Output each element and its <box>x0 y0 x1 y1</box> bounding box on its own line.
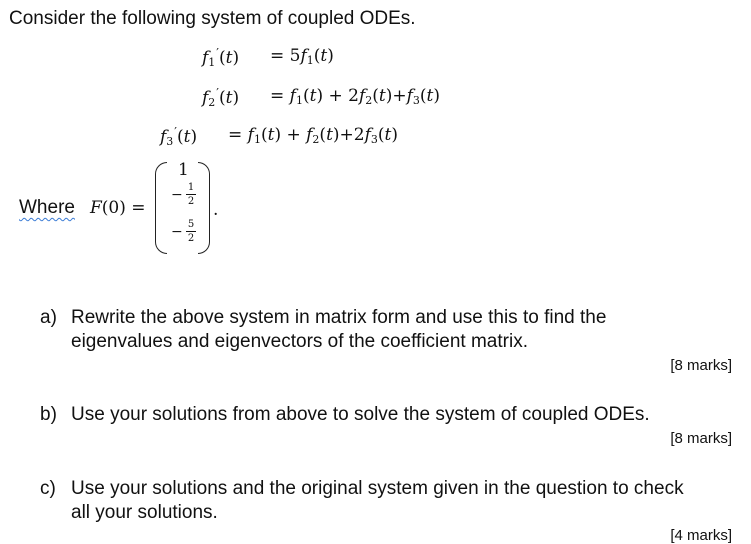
question-a-line-1 <box>40 307 606 329</box>
vector-entry-1: 1 <box>178 160 189 180</box>
question-c-line-1 <box>40 478 684 500</box>
vector-entry-2-fraction <box>186 182 196 207</box>
question-a-label: a) <box>40 307 57 328</box>
question-c-line-2: all your solutions. <box>71 502 218 523</box>
equation-1-lhs: $f_1'(t)$ <box>202 46 240 69</box>
left-paren <box>155 162 167 254</box>
vector-entry-2-denominator: 2 <box>187 196 195 207</box>
initial-vector <box>155 160 217 256</box>
intro-text: Consider the following system of coupled ODEs. <box>9 8 416 29</box>
question-a-marks: [8 marks] <box>670 357 732 374</box>
initial-condition-lhs: F(0) = <box>90 198 146 218</box>
vector-entry-2-numerator: 1 <box>187 182 195 193</box>
question-a-line-2: eigenvalues and eigenvectors of the coefficient matrix. <box>71 331 528 352</box>
equation-2-rhs: = $f_1(t) + 2f_2(t)+f_3(t)$ <box>270 86 441 107</box>
equation-1-rhs: = $5f_1(t)$ <box>270 46 334 67</box>
equation-2-lhs: $f_2'(t)$ <box>202 86 240 109</box>
question-b-marks: [8 marks] <box>670 430 732 447</box>
question-c-text-1: Use your solutions and the original system given in the question to check <box>71 478 684 499</box>
vector-entry-3-denominator: 2 <box>187 233 195 244</box>
vector-entry-3-fraction <box>186 219 196 244</box>
vector-entry-3-numerator: 5 <box>187 219 195 230</box>
question-c-marks: [4 marks] <box>670 527 732 544</box>
equation-3-lhs: $f_3'(t)$ <box>160 125 198 148</box>
equation-3-rhs: = $f_1(t) + f_2(t)+2f_3(t)$ <box>228 125 399 146</box>
question-b-label: b) <box>40 404 57 425</box>
question-b-line-1 <box>40 404 650 426</box>
question-b-text-1: Use your solutions from above to solve the system of coupled ODEs. <box>71 404 650 425</box>
question-a-text-1: Rewrite the above system in matrix form and use this to find the <box>71 307 607 328</box>
initial-trailing-period: . <box>213 200 219 220</box>
vector-entry-3-sign: − <box>171 224 183 240</box>
question-c-label: c) <box>40 478 56 499</box>
right-paren <box>198 162 210 254</box>
vector-entry-2-sign: − <box>171 187 183 203</box>
where-label: Where <box>19 197 75 218</box>
